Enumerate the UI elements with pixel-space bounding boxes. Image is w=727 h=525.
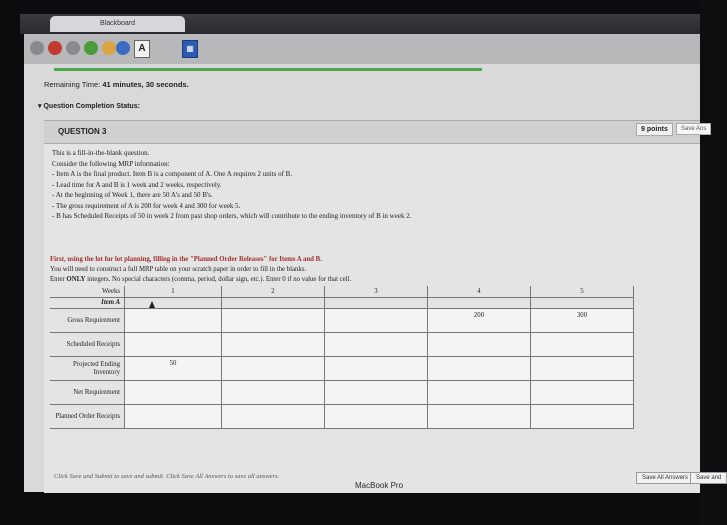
mouse-cursor-icon bbox=[149, 301, 155, 308]
stop-icon[interactable] bbox=[48, 41, 62, 55]
table-cell[interactable] bbox=[325, 333, 428, 357]
table-cell[interactable] bbox=[325, 405, 428, 429]
week-header: 4 bbox=[428, 286, 531, 298]
item-label: Item A bbox=[50, 298, 125, 309]
points-badge: 9 points bbox=[636, 123, 673, 136]
instructions bbox=[50, 255, 351, 285]
browser-viewport bbox=[24, 34, 722, 492]
table-cell[interactable] bbox=[531, 405, 634, 429]
week-header: 1 bbox=[125, 286, 222, 298]
timer-value: 41 minutes, 30 seconds. bbox=[102, 80, 189, 89]
instruction-emphasis: ONLY bbox=[66, 276, 86, 283]
row-label: Gross Requirement bbox=[50, 309, 125, 333]
row-label: Scheduled Receipts bbox=[50, 333, 125, 357]
circle-icon[interactable] bbox=[30, 41, 44, 55]
week-header: 2 bbox=[222, 286, 325, 298]
table-cell[interactable] bbox=[428, 381, 531, 405]
table-row bbox=[50, 309, 634, 333]
calculator-icon[interactable]: ▦ bbox=[182, 40, 198, 58]
item-cell bbox=[325, 298, 428, 309]
instruction-text: Enter bbox=[50, 276, 67, 283]
instruction-heading: First, using the lot for lot planning, filling in the "Planned Order Releases" for Items A and B. bbox=[50, 256, 322, 263]
intro-line: - B has Scheduled Receipts of 50 in week 2 from past shop orders, which will contribute to the ending inventory of B in week 2. bbox=[52, 212, 412, 220]
item-cell bbox=[531, 298, 634, 309]
week-header: 5 bbox=[531, 286, 634, 298]
table-cell[interactable] bbox=[125, 405, 222, 429]
intro-line: - Item A is the final product. Item B is a component of A. One A requires 2 units of B. bbox=[52, 170, 293, 178]
table-cell[interactable] bbox=[531, 357, 634, 381]
expand-arrow-icon: ▾ bbox=[38, 103, 42, 110]
table-cell[interactable] bbox=[222, 333, 325, 357]
question-text bbox=[52, 148, 411, 222]
save-answer-button[interactable]: Save Ans bbox=[676, 123, 711, 135]
item-row bbox=[50, 298, 634, 309]
browser-tab-bar bbox=[20, 14, 700, 34]
table-cell[interactable] bbox=[125, 333, 222, 357]
globe-icon[interactable] bbox=[116, 41, 130, 55]
device-brand: MacBook Pro bbox=[355, 481, 404, 490]
intro-line: - Lead time for A and B is 1 week and 2 weeks, respectively. bbox=[52, 180, 222, 189]
intro-line: - The gross requirement of A is 200 for week 4 and 300 for week 5. bbox=[52, 201, 241, 210]
leaf-icon[interactable] bbox=[84, 41, 98, 55]
intro-line: Consider the following MRP information: bbox=[52, 159, 170, 168]
table-cell[interactable] bbox=[325, 309, 428, 333]
weeks-label: Weeks bbox=[50, 286, 125, 298]
table-cell[interactable] bbox=[531, 381, 634, 405]
table-cell[interactable] bbox=[222, 309, 325, 333]
table-row bbox=[50, 333, 634, 357]
browser-tab[interactable]: Blackboard bbox=[50, 16, 185, 32]
timer-label: Remaining Time: bbox=[44, 80, 101, 89]
table-cell[interactable]: 300 bbox=[531, 309, 634, 333]
table-row bbox=[50, 405, 634, 429]
instruction-line bbox=[50, 275, 351, 285]
row-label: Projected Ending Inventory bbox=[50, 357, 125, 381]
submit-hint: Click Save and Submit to save and submit. Click Save All Answers to save all answers. bbox=[54, 473, 280, 480]
item-cell bbox=[222, 298, 325, 309]
question-header bbox=[44, 121, 707, 144]
question-completion-status[interactable] bbox=[38, 102, 140, 110]
instruction-line: You will need to construct a full MRP table on your scratch paper in order to fill in the blanks. bbox=[50, 266, 307, 273]
table-cell[interactable] bbox=[428, 333, 531, 357]
table-cell[interactable] bbox=[222, 357, 325, 381]
save-all-answers-button[interactable]: Save All Answers bbox=[636, 472, 694, 484]
item-cell bbox=[428, 298, 531, 309]
table-cell[interactable]: 50 bbox=[125, 357, 222, 381]
table-cell[interactable] bbox=[428, 357, 531, 381]
circle-icon[interactable] bbox=[66, 41, 80, 55]
question-number: QUESTION 3 bbox=[58, 127, 107, 136]
table-cell[interactable] bbox=[125, 381, 222, 405]
intro-line: This is a fill-in-the-blank question. bbox=[52, 149, 150, 157]
question-panel bbox=[44, 120, 722, 493]
weeks-row bbox=[50, 286, 634, 298]
person-icon[interactable] bbox=[102, 41, 116, 55]
intro-line: - At the beginning of Week 1, there are 50 A's and 50 B's. bbox=[52, 191, 213, 199]
week-header: 3 bbox=[325, 286, 428, 298]
table-cell[interactable] bbox=[531, 333, 634, 357]
row-label: Planned Order Receipts bbox=[50, 405, 125, 429]
mrp-table bbox=[50, 286, 634, 429]
table-cell[interactable] bbox=[222, 381, 325, 405]
blackboard-toolbar bbox=[24, 34, 700, 64]
table-cell[interactable] bbox=[125, 309, 222, 333]
instruction-text: integers. No special characters (comma, period, dollar sign, etc.). Enter 0 if no value for that cell. bbox=[85, 276, 352, 283]
table-row bbox=[50, 357, 634, 381]
completion-label: Question Completion Status: bbox=[43, 103, 140, 110]
timer-progress-bar bbox=[54, 68, 482, 71]
table-cell[interactable] bbox=[325, 381, 428, 405]
text-a-icon[interactable]: A bbox=[134, 40, 150, 58]
save-and-submit-button[interactable]: Save and bbox=[690, 472, 727, 484]
table-cell[interactable] bbox=[222, 405, 325, 429]
item-cell bbox=[125, 298, 222, 309]
row-label: Net Requirement bbox=[50, 381, 125, 405]
remaining-time bbox=[44, 80, 189, 89]
table-cell[interactable] bbox=[325, 357, 428, 381]
table-cell[interactable]: 200 bbox=[428, 309, 531, 333]
table-row bbox=[50, 381, 634, 405]
table-cell[interactable] bbox=[428, 405, 531, 429]
